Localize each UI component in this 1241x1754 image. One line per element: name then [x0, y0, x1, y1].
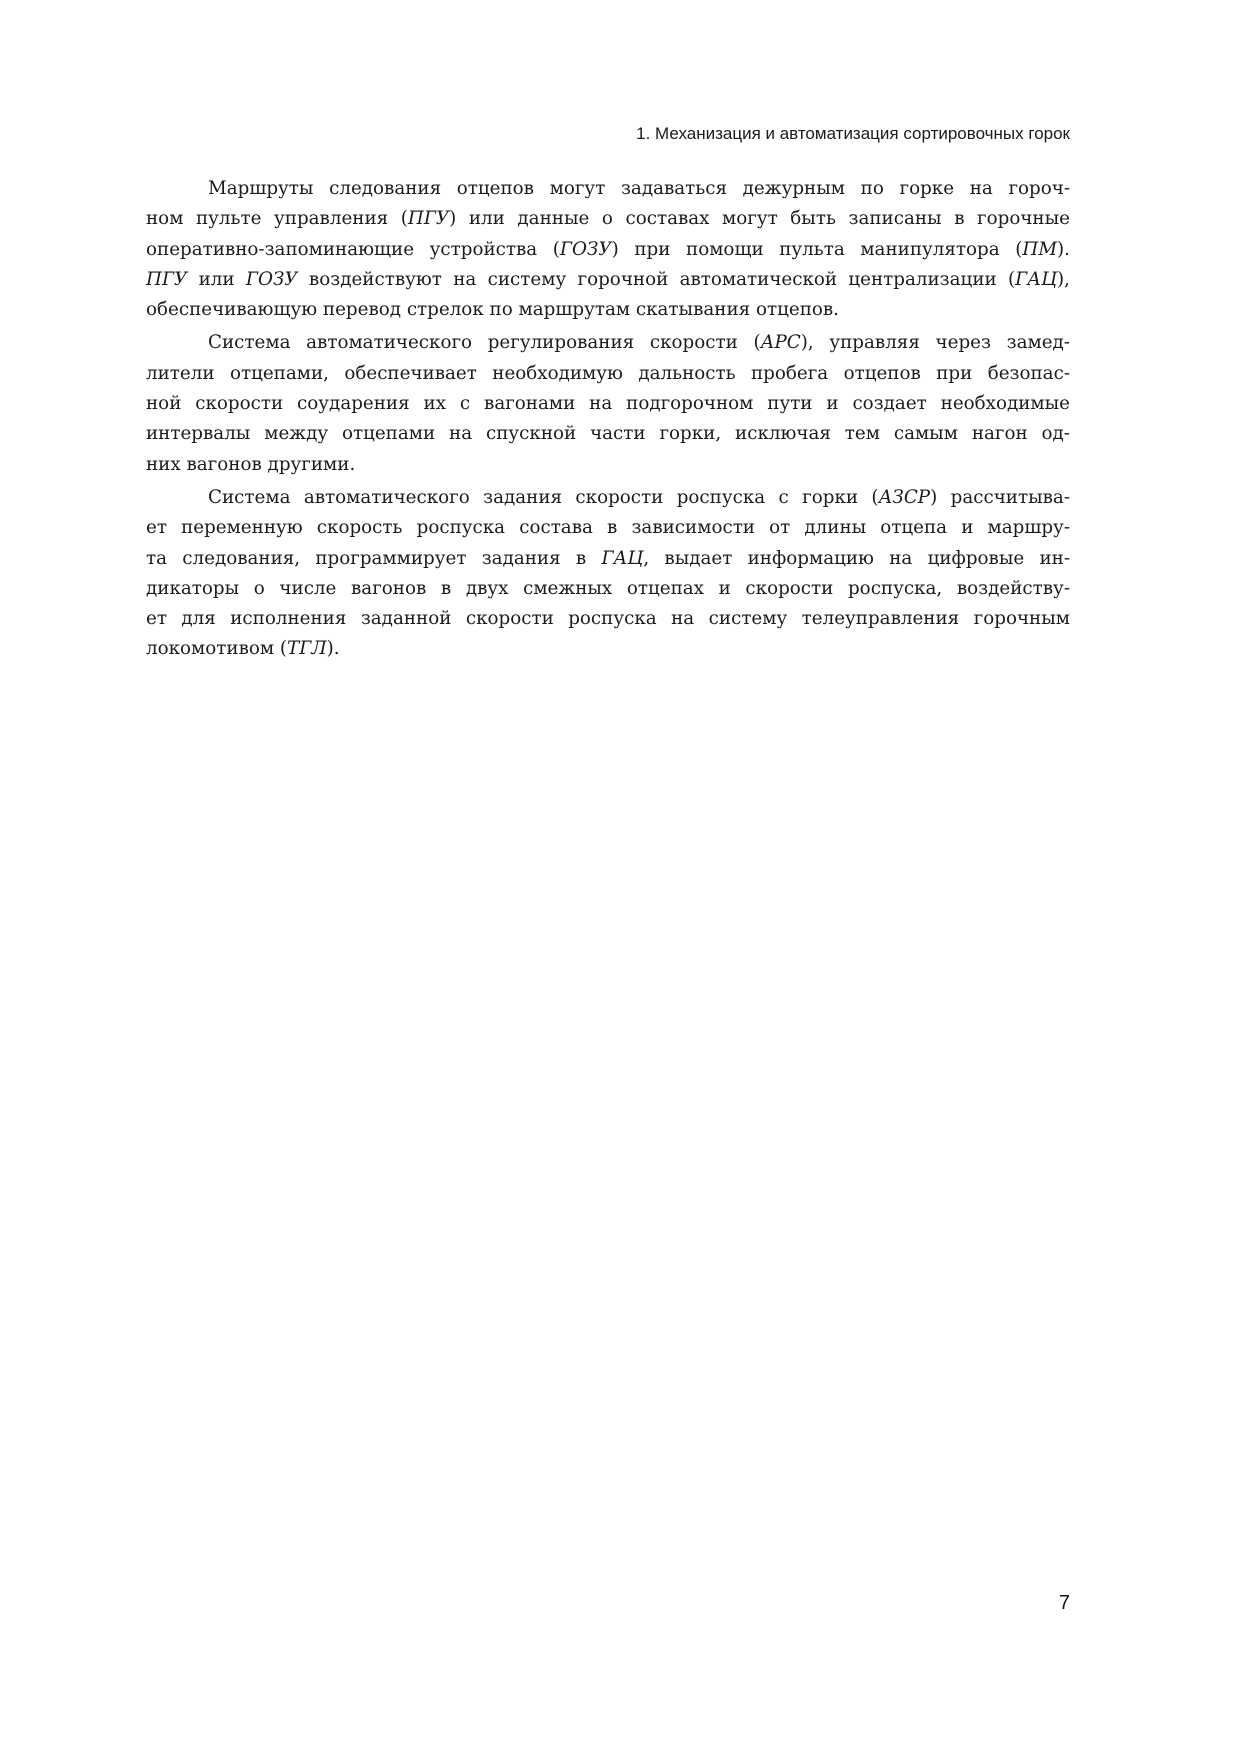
abbreviation: ГОЗУ — [245, 268, 298, 290]
text-line: ет переменную скорость роспуска состава в зависимости от длины отцепа и маршру- — [146, 517, 1070, 539]
abbreviation: АРС — [760, 332, 801, 354]
abbreviation: ПГУ — [146, 268, 188, 290]
abbreviation: ГОЗУ — [559, 238, 612, 260]
text-line: ет для исполнения заданной скорости роспуска на систему телеуправления горочным — [146, 608, 1070, 630]
abbreviation: АЗСР — [878, 486, 931, 508]
text-line: Система автоматического регулирования скорости (АРС), управляя через замед- — [208, 332, 1070, 354]
text-line: ПГУ или ГОЗУ воздействуют на систему горочной автоматической централизации (ГАЦ), — [146, 268, 1070, 290]
text-line: та следования, программирует задания в ГАЦ, выдает информацию на цифровые ин- — [146, 547, 1070, 569]
text-line: Система автоматического задания скорости роспуска с горки (АЗСР) рассчитыва- — [208, 486, 1071, 508]
text-line: локомотивом (ТГЛ). — [146, 638, 340, 660]
text-line: ном пульте управления (ПГУ) или данные о составах могут быть записаны в горочные — [146, 208, 1070, 230]
paragraph-3 — [146, 483, 1070, 665]
abbreviation: ПГУ — [407, 208, 450, 230]
text-line: них вагонов другими. — [146, 453, 356, 475]
running-header: 1. Механизация и автоматизация сортировочных горок — [636, 124, 1070, 143]
paragraph-2 — [146, 328, 1070, 479]
abbreviation: ГАЦ — [601, 547, 644, 569]
abbreviation: ТГЛ — [287, 638, 327, 660]
text-line: ной скорости соударения их с вагонами на подгорочном пути и создает необходимые — [146, 393, 1070, 415]
abbreviation: ГАЦ — [1015, 268, 1058, 290]
abbreviation: ПМ — [1022, 238, 1058, 260]
text-line: обеспечивающую перевод стрелок по маршрутам скатывания отцепов. — [146, 299, 839, 321]
text-line: оперативно-запоминающие устройства (ГОЗУ) при помощи пульта манипулятора (ПМ). — [146, 238, 1070, 260]
text-line: лители отцепами, обеспечивает необходимую дальность пробега отцепов при безопас- — [146, 362, 1070, 384]
text-line: интервалы между отцепами на спускной части горки, исключая тем самым нагон од- — [146, 423, 1070, 445]
text-line: дикаторы о числе вагонов в двух смежных отцепах и скорости роспуска, воздейству- — [146, 577, 1070, 599]
page-number: 7 — [1058, 1592, 1070, 1614]
body-text — [146, 174, 1070, 665]
paragraph-1 — [146, 174, 1070, 325]
text-line: Маршруты следования отцепов могут задаваться дежурным по горке на гороч- — [208, 178, 1070, 199]
